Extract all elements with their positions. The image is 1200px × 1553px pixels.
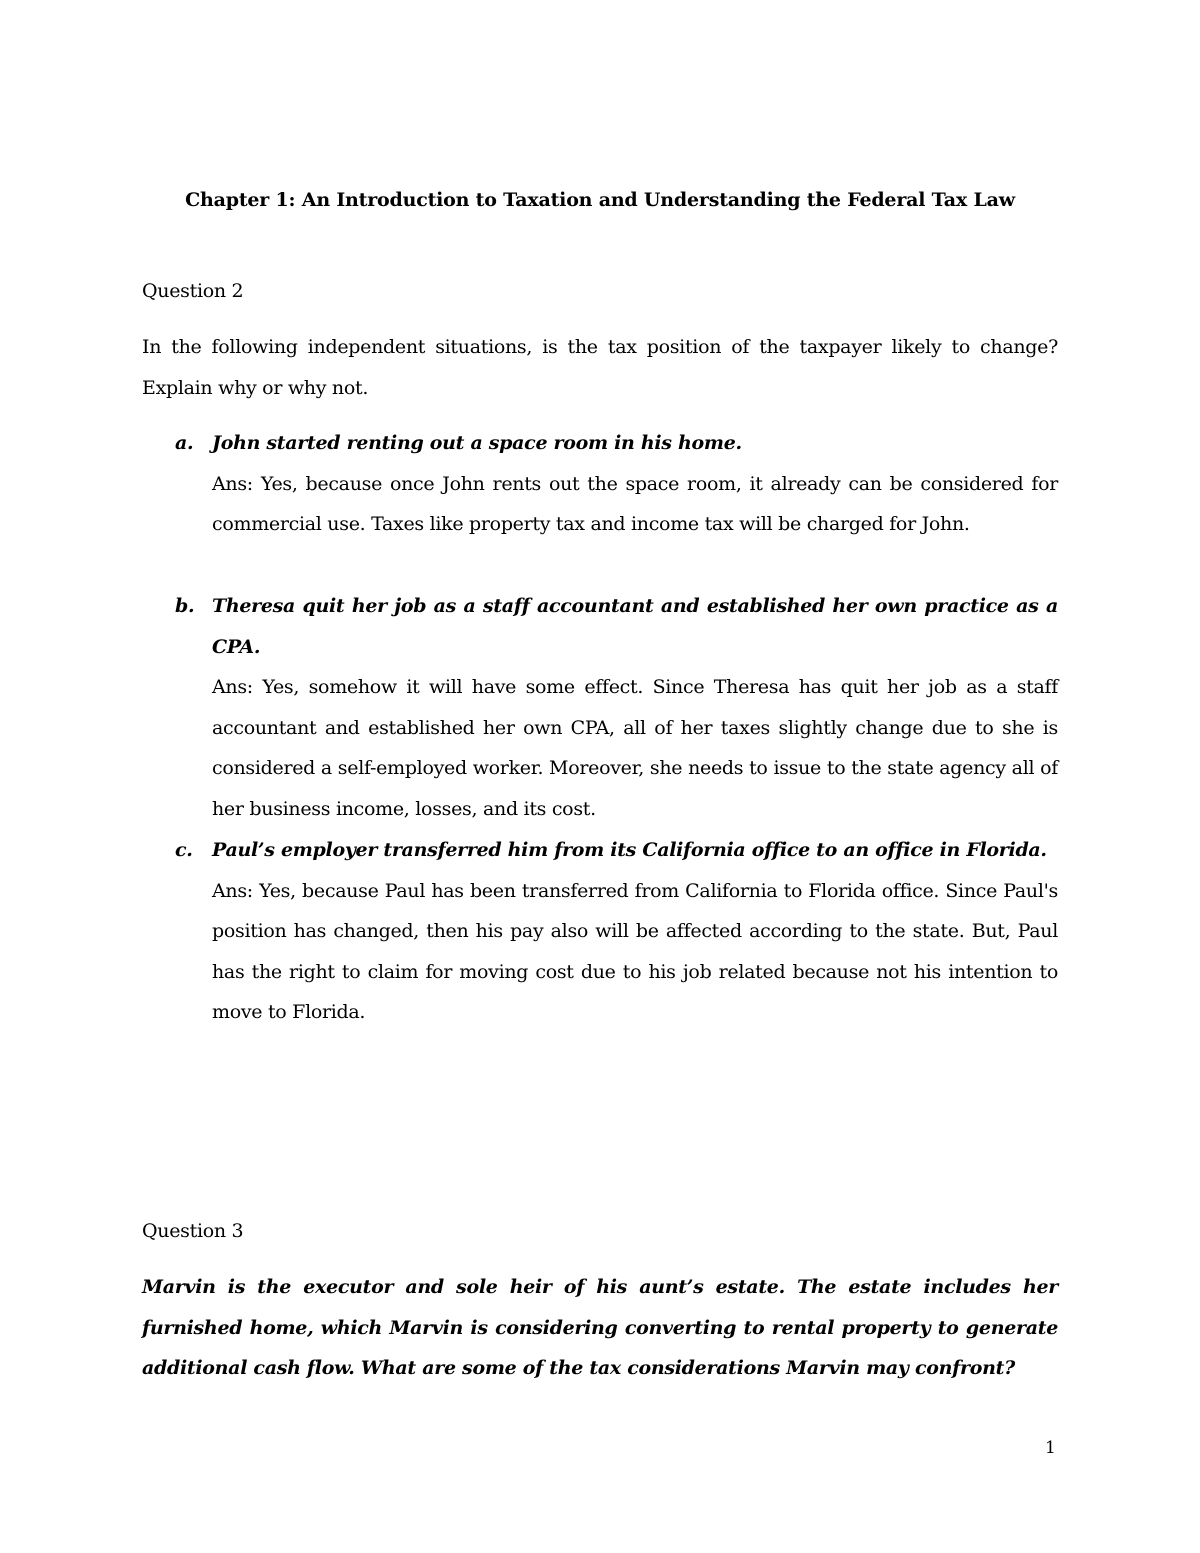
- question-2-prompt: In the following independent situations, is the tax position of the taxpayer likely to change? Explain why or why not.: [142, 336, 1058, 399]
- item-question: Theresa quit her job as a staff accountant and established her own practice as a CPA.: [212, 595, 1058, 658]
- list-item-c: [142, 830, 1058, 1033]
- item-answer: Ans: Yes, because Paul has been transferred from California to Florida office. Since Paul's position has changed, then his pay also will be affected according to the state. But, Paul has the right to claim for moving cost due to his job related because not his intention to move to Florida.: [212, 879, 1058, 1023]
- question-3-label: Question 3: [142, 1220, 244, 1242]
- question-3-text: Marvin is the executor and sole heir of his aunt’s estate. The estate includes her furnished home, which Marvin is considering converting to rental property to generate additional cash flow. What are some of the tax considerations Marvin may confront?: [142, 1276, 1058, 1379]
- list-marker: c.: [175, 839, 193, 861]
- list-item-b: [142, 586, 1058, 829]
- item-question: Paul’s employer transferred him from its California office to an office in Florida.: [212, 839, 1047, 861]
- question-2-label: Question 2: [142, 280, 244, 302]
- list-marker: b.: [175, 595, 195, 617]
- item-answer: Ans: Yes, because once John rents out the space room, it already can be considered for commercial use. Taxes like property tax and income tax will be charged for John.: [212, 472, 1058, 535]
- list-item-a: [142, 423, 1058, 545]
- item-answer: Ans: Yes, somehow it will have some effect. Since Theresa has quit her job as a staff accountant and established her own CPA, all of her taxes slightly change due to she is considered a self-employed worker. Moreover, she needs to issue to the state agency all of her business income, losses, and its cost.: [212, 676, 1058, 820]
- list-marker: a.: [175, 432, 194, 454]
- item-question: John started renting out a space room in his home.: [212, 432, 742, 454]
- chapter-title: Chapter 1: An Introduction to Taxation and Understanding the Federal Tax Law: [185, 189, 1015, 211]
- page-number: 1: [1045, 1438, 1056, 1458]
